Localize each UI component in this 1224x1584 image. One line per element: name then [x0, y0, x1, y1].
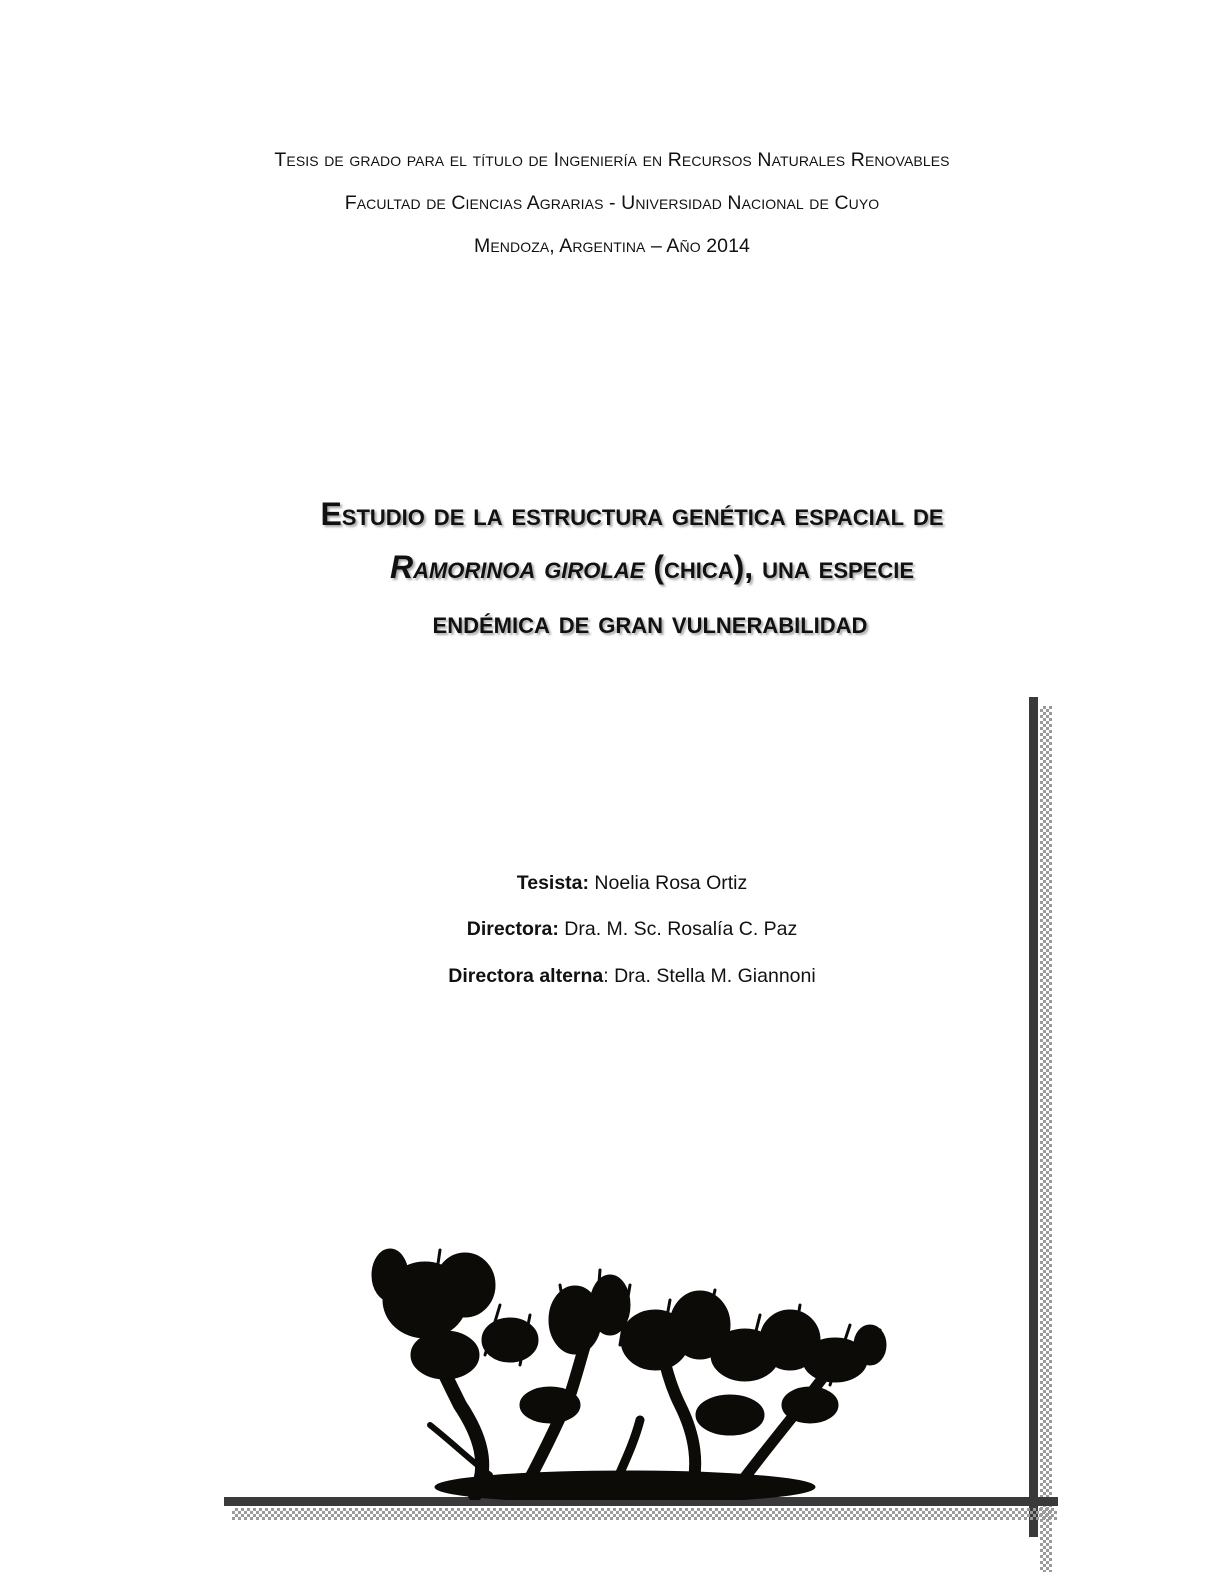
horizontal-border-shadow [232, 1508, 1057, 1520]
alterna-label: Directora alterna [448, 965, 604, 987]
title-text-1: Estudio de la estructura genética espacial de [320, 496, 944, 532]
alterna-value: : Dra. Stella M. Giannoni [603, 965, 816, 987]
header-line-2 [0, 192, 1224, 215]
species-name: Ramorinoa girolae [389, 549, 645, 585]
directora-value: Dra. M. Sc. Rosalía C. Paz [558, 918, 798, 940]
title-line-2 [40, 549, 1224, 586]
tree-silhouette-icon [370, 1245, 890, 1500]
vertical-border-shadow [1040, 706, 1052, 1572]
title-line-3 [38, 604, 1224, 641]
title-text-2: (chica), una especie [644, 549, 915, 585]
header-line-1 [0, 149, 1224, 172]
credit-alterna-line [448, 965, 815, 987]
title-line-1 [20, 496, 1224, 533]
header-line-3 [0, 235, 1224, 258]
directora-label: Directora: [466, 918, 559, 940]
tesista-label: Tesista: [516, 872, 590, 894]
credit-directora-line [467, 918, 798, 940]
title-text-3: endémica de gran vulnerabilidad [432, 604, 868, 640]
faculty-text: Facultad de Ciencias Agrarias - Universidad Nacional de Cuyo [344, 192, 880, 214]
thesis-degree-text: Tesis de grado para el título de Ingeniería en Recursos Naturales Renovables [274, 149, 950, 171]
place-year-text: Mendoza, Argentina – Año 2014 [474, 235, 750, 257]
vertical-border-line [1029, 697, 1038, 1537]
title-text-2-wrapper [390, 549, 914, 585]
credit-tesista-line [517, 872, 747, 894]
tesista-value: Noelia Rosa Ortiz [589, 872, 748, 894]
